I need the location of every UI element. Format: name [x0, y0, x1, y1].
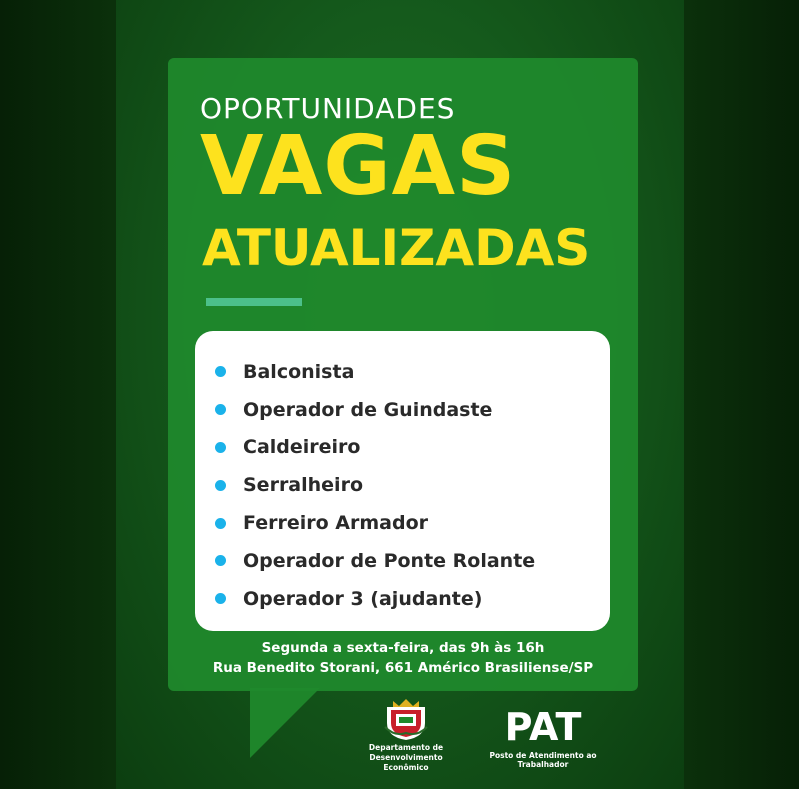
list-item	[215, 391, 535, 429]
department-label	[350, 743, 462, 773]
bullet-icon	[215, 555, 226, 566]
list-item	[215, 429, 535, 467]
job-title: Balconista	[243, 360, 355, 383]
bullet-icon	[215, 404, 226, 415]
address: Rua Benedito Storani, 661 Américo Brasiliense/SP	[212, 660, 594, 676]
job-title: Operador de Ponte Rolante	[243, 549, 536, 572]
list-item	[215, 504, 535, 542]
list-item	[215, 580, 535, 618]
opening-hours: Segunda a sexta-feira, das 9h às 16h	[261, 640, 545, 656]
list-item	[215, 542, 535, 580]
job-title: Serralheiro	[243, 474, 363, 497]
bullet-icon	[215, 366, 226, 377]
speech-bubble-tail	[250, 688, 320, 758]
bullet-icon	[215, 518, 226, 529]
job-title: Operador de Guindaste	[243, 398, 493, 421]
bullet-icon	[215, 480, 226, 491]
title-line-1: VAGAS	[200, 119, 517, 214]
bullet-icon	[215, 593, 226, 604]
department-line-1: Departamento de	[368, 743, 444, 752]
list-item	[215, 466, 535, 504]
pat-subtitle: Posto de Atendimento ao Trabalhador	[489, 751, 597, 769]
title-line-2: ATUALIZADAS	[202, 219, 591, 277]
job-title: Operador 3 (ajudante)	[243, 587, 483, 610]
divider-bar	[206, 298, 302, 306]
department-line-2: Desenvolvimento Econômico	[369, 753, 443, 772]
list-item	[215, 353, 535, 391]
jobs-card	[195, 331, 610, 631]
job-title: Ferreiro Armador	[243, 512, 428, 535]
job-title: Caldeireiro	[243, 436, 361, 459]
jobs-list	[215, 353, 535, 618]
pat-logo: PAT	[504, 705, 582, 749]
municipal-crest-icon	[383, 697, 429, 741]
kicker-text: OPORTUNIDADES	[200, 92, 456, 125]
bullet-icon	[215, 442, 226, 453]
